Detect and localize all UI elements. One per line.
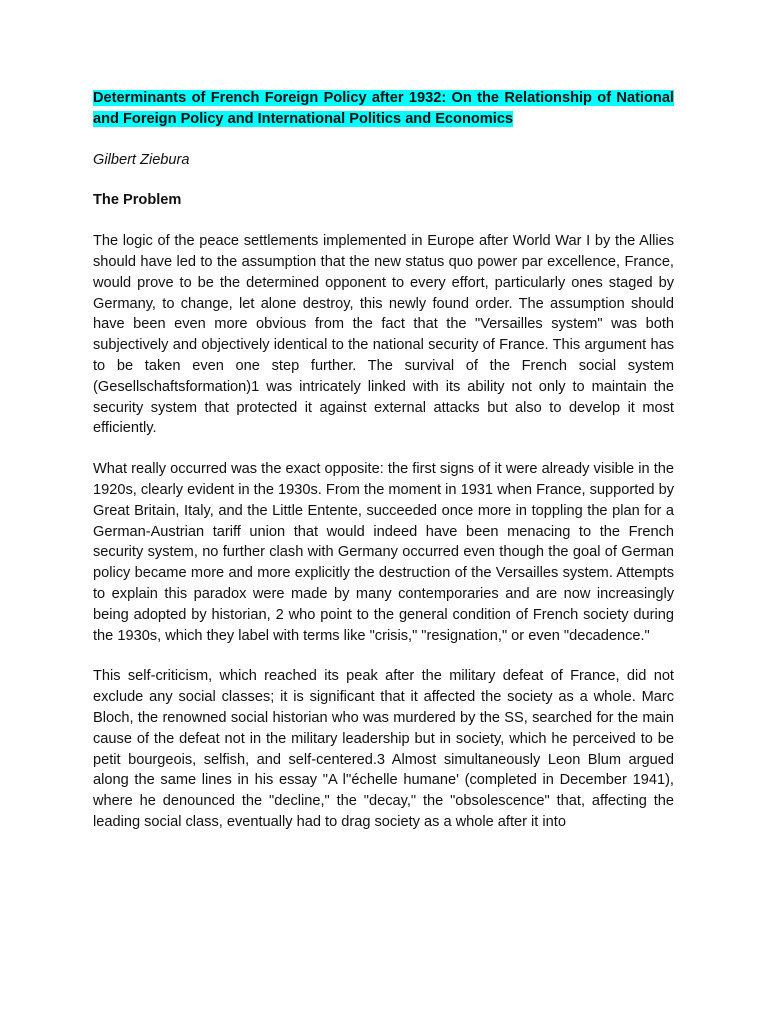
section-heading: The Problem [93,192,182,209]
title-highlight: Determinants of French Foreign Policy after 1932: On the Relationship of National and Foreign Policy and International Politics and Economics [93,90,674,127]
author-name: Gilbert Ziebura [93,151,190,168]
document-title [93,88,674,130]
paragraph-1: The logic of the peace settlements implemented in Europe after World War I by the Allies should have led to the assumption that the new status quo power par excellence, France, would prove to be the determined opponent to every effort, particularly ones staged by Germany, to change, let alone destroy, this newly found order. The assumption should have been even more obvious from the fact that the "Versailles system" was both subjectively and objectively identical to the national security of France. This argument has to be taken even one step further. The survival of the French social system (Gesellschaftsformation)1 was intricately linked with its ability not only to maintain the security system that protected it against external attacks but also to develop it most efficiently. [93,233,674,437]
paragraph-3: This self-criticism, which reached its peak after the military defeat of France, did not exclude any social classes; it is significant that it affected the society as a whole. Marc Bloch, the renowned social historian who was murdered by the SS, searched for the main cause of the defeat not in the military leadership but in society, which he perceived to be petit bourgeois, selfish, and self-centered.3 Almost simultaneously Leon Blum argued along the same lines in his essay "A l''échelle humane' (completed in December 1941), where he denounced the "decline," the "decay," the "obsolescence" that, affecting the leading social class, eventually had to drag society as a whole after it into [93,668,674,830]
document-page [93,88,674,833]
paragraph-2: What really occurred was the exact opposite: the first signs of it were already visible in the 1920s, clearly evident in the 1930s. From the moment in 1931 when France, supported by Great Britain, Italy, and the Little Entente, succeeded once more in toppling the plan for a German-Austrian tariff union that would indeed have been menacing to the French security system, no further clash with Germany occurred even though the goal of German policy became more and more explicitly the destruction of the Versailles system. Attempts to explain this paradox were made by many contemporaries and are now increasingly being adopted by historian, 2 who point to the general condition of French society during the 1930s, which they label with terms like "crisis," "resignation," or even "decadence." [93,461,674,644]
